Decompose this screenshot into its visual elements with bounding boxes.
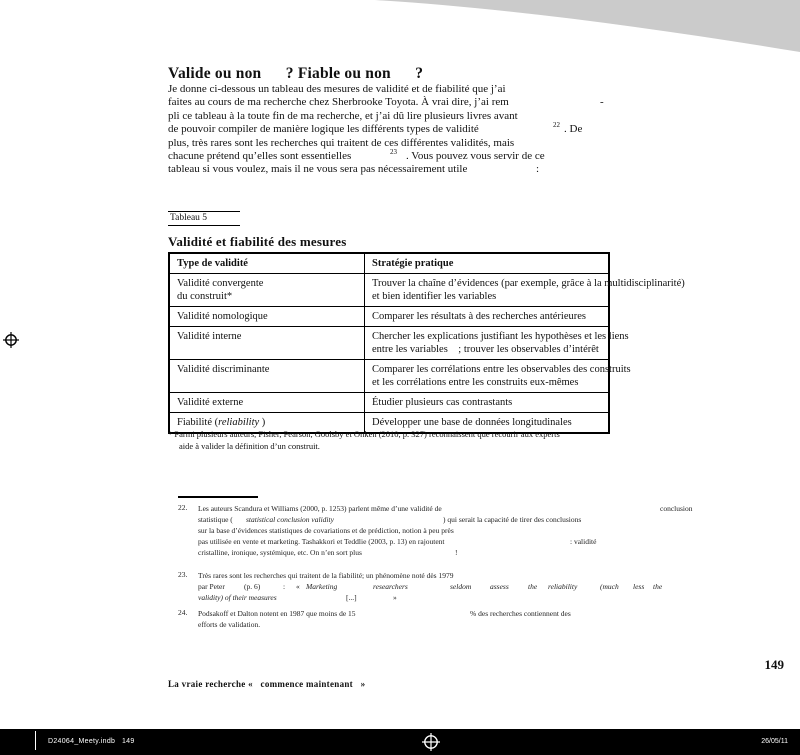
table-cell: Comparer les corrélations entre les observables des construits et les corrélations entre les construits eux-mêmes: [365, 360, 610, 393]
table-footnote-line: aide à valider la définition d’un construit.: [179, 441, 320, 451]
table-cell: Validité nomologique: [169, 307, 365, 327]
page-curl-shade: [375, 0, 800, 52]
footnote-24: [178, 608, 683, 630]
table-cell: Trouver la chaîne d’évidences (par exemple, grâce à la multidisciplinarité) et bien identifier les variables: [365, 274, 610, 307]
table-row: [169, 327, 609, 360]
text-line: Je donne ci-dessous un tableau des mesures de validité et de fiabilité que j’ai: [168, 83, 506, 95]
table-cell: Développer une base de données longitudinales: [365, 413, 610, 434]
text-line: Les auteurs Scandura et Williams (2000, p. 1253) parlent même d’une validité de conclusion: [198, 504, 693, 513]
table-cell: Fiabilité (reliability ): [169, 413, 365, 434]
table-label: Tableau 5: [168, 211, 240, 226]
text-line: chacune prétend qu’elles sont essentielles 23 . Vous pouvez vous servir de ce: [168, 147, 545, 162]
page-number: 149: [764, 657, 784, 672]
table-header-row: [169, 253, 609, 274]
text-line: plus, très rares sont les recherches qui traitent de ces différentes validités, mais: [168, 136, 515, 149]
footnote-22: [178, 503, 693, 558]
registration-mark-icon: [3, 332, 19, 348]
table-footnote-line: * Parmi plusieurs auteurs, Fisher, Pearson, Goolsby et Onken (2010, p. 327) reconnaissent que recourir aux experts: [168, 429, 560, 439]
text-line: tableau si vous voulez, mais il ne vous sera pas nécessairement utile :: [168, 163, 540, 176]
page-title: Valide ou non ? Fiable ou non ?: [168, 65, 424, 83]
text-line: cristalline, ironique, systémique, etc. On n’en sort plus !: [198, 548, 458, 557]
footnote-number: 24.: [178, 608, 188, 617]
validity-table: [168, 252, 685, 434]
column-header-strategy: Stratégie pratique: [365, 253, 610, 274]
table-cell: Étudier plusieurs cas contrastants: [365, 393, 610, 413]
footnote-separator: [178, 496, 258, 498]
table-row: [169, 360, 609, 393]
text-line: efforts de validation.: [198, 620, 261, 629]
table-cell: Comparer les résultats à des recherches antérieures: [365, 307, 610, 327]
text-line: sur la base d’évidences statistiques de covariations et de prédiction, notion à peu près: [198, 526, 454, 535]
prepress-bar: [0, 729, 800, 755]
text-line: Très rares sont les recherches qui traitent de la fiabilité; un phénomène noté dès 1979: [198, 571, 454, 580]
table-asterisk-footnote: [168, 428, 638, 452]
text-line: de pouvoir compiler de manière logique les différents types de validité 22 . De: [168, 121, 583, 136]
text-line: validity) of their measures [...] »: [198, 593, 397, 602]
prepress-date: 26/05/11: [761, 738, 788, 745]
table-cell: Validité externe: [169, 393, 365, 413]
text-line: pas utilisée en vente et marketing. Tashakkori et Teddlie (2003, p. 13) en rajoutent : validité: [198, 537, 597, 546]
table-cell: Validité convergente du construit*: [169, 274, 365, 307]
footnote-number: 23.: [178, 570, 188, 579]
text-line: statistique ( statistical conclusion validity ) qui serait la capacité de tirer des conclusions: [198, 515, 582, 524]
footnote-23: [178, 570, 683, 603]
table-row: [169, 393, 609, 413]
text-line: pli ce tableau à la toute fin de ma recherche, et j’ai dû lire plusieurs livres avant: [168, 109, 518, 122]
table-row: [169, 274, 609, 307]
prepress-filename: D24064_Meety.indb 149: [48, 738, 135, 745]
footnote-number: 22.: [178, 503, 188, 512]
registration-mark-icon: [421, 732, 441, 752]
table-row: [169, 307, 609, 327]
intro-paragraph: [168, 83, 620, 177]
table-cell: Validité discriminante: [169, 360, 365, 393]
prepress-crop-line: [35, 731, 36, 750]
text-line: par Peter (p. 6) : « Marketing researchers seldom assess the reliability (much less the: [198, 582, 663, 591]
table-cell: Validité interne: [169, 327, 365, 360]
table-cell: Chercher les explications justifiant les hypothèses et les liens entre les variables ; trouver les observables d’intérêt: [365, 327, 610, 360]
text-line: faites au cours de ma recherche chez Sherbrooke Toyota. À vrai dire, j’ai rem -: [168, 96, 604, 109]
text-line: Podsakoff et Dalton notent en 1987 que moins de 15 % des recherches contiennent des: [198, 609, 571, 618]
column-header-type: Type de validité: [169, 253, 365, 274]
table-title: Validité et fiabilité des mesures: [168, 234, 347, 249]
running-footer-tagline: La vraie recherche « commence maintenant »: [168, 679, 366, 689]
